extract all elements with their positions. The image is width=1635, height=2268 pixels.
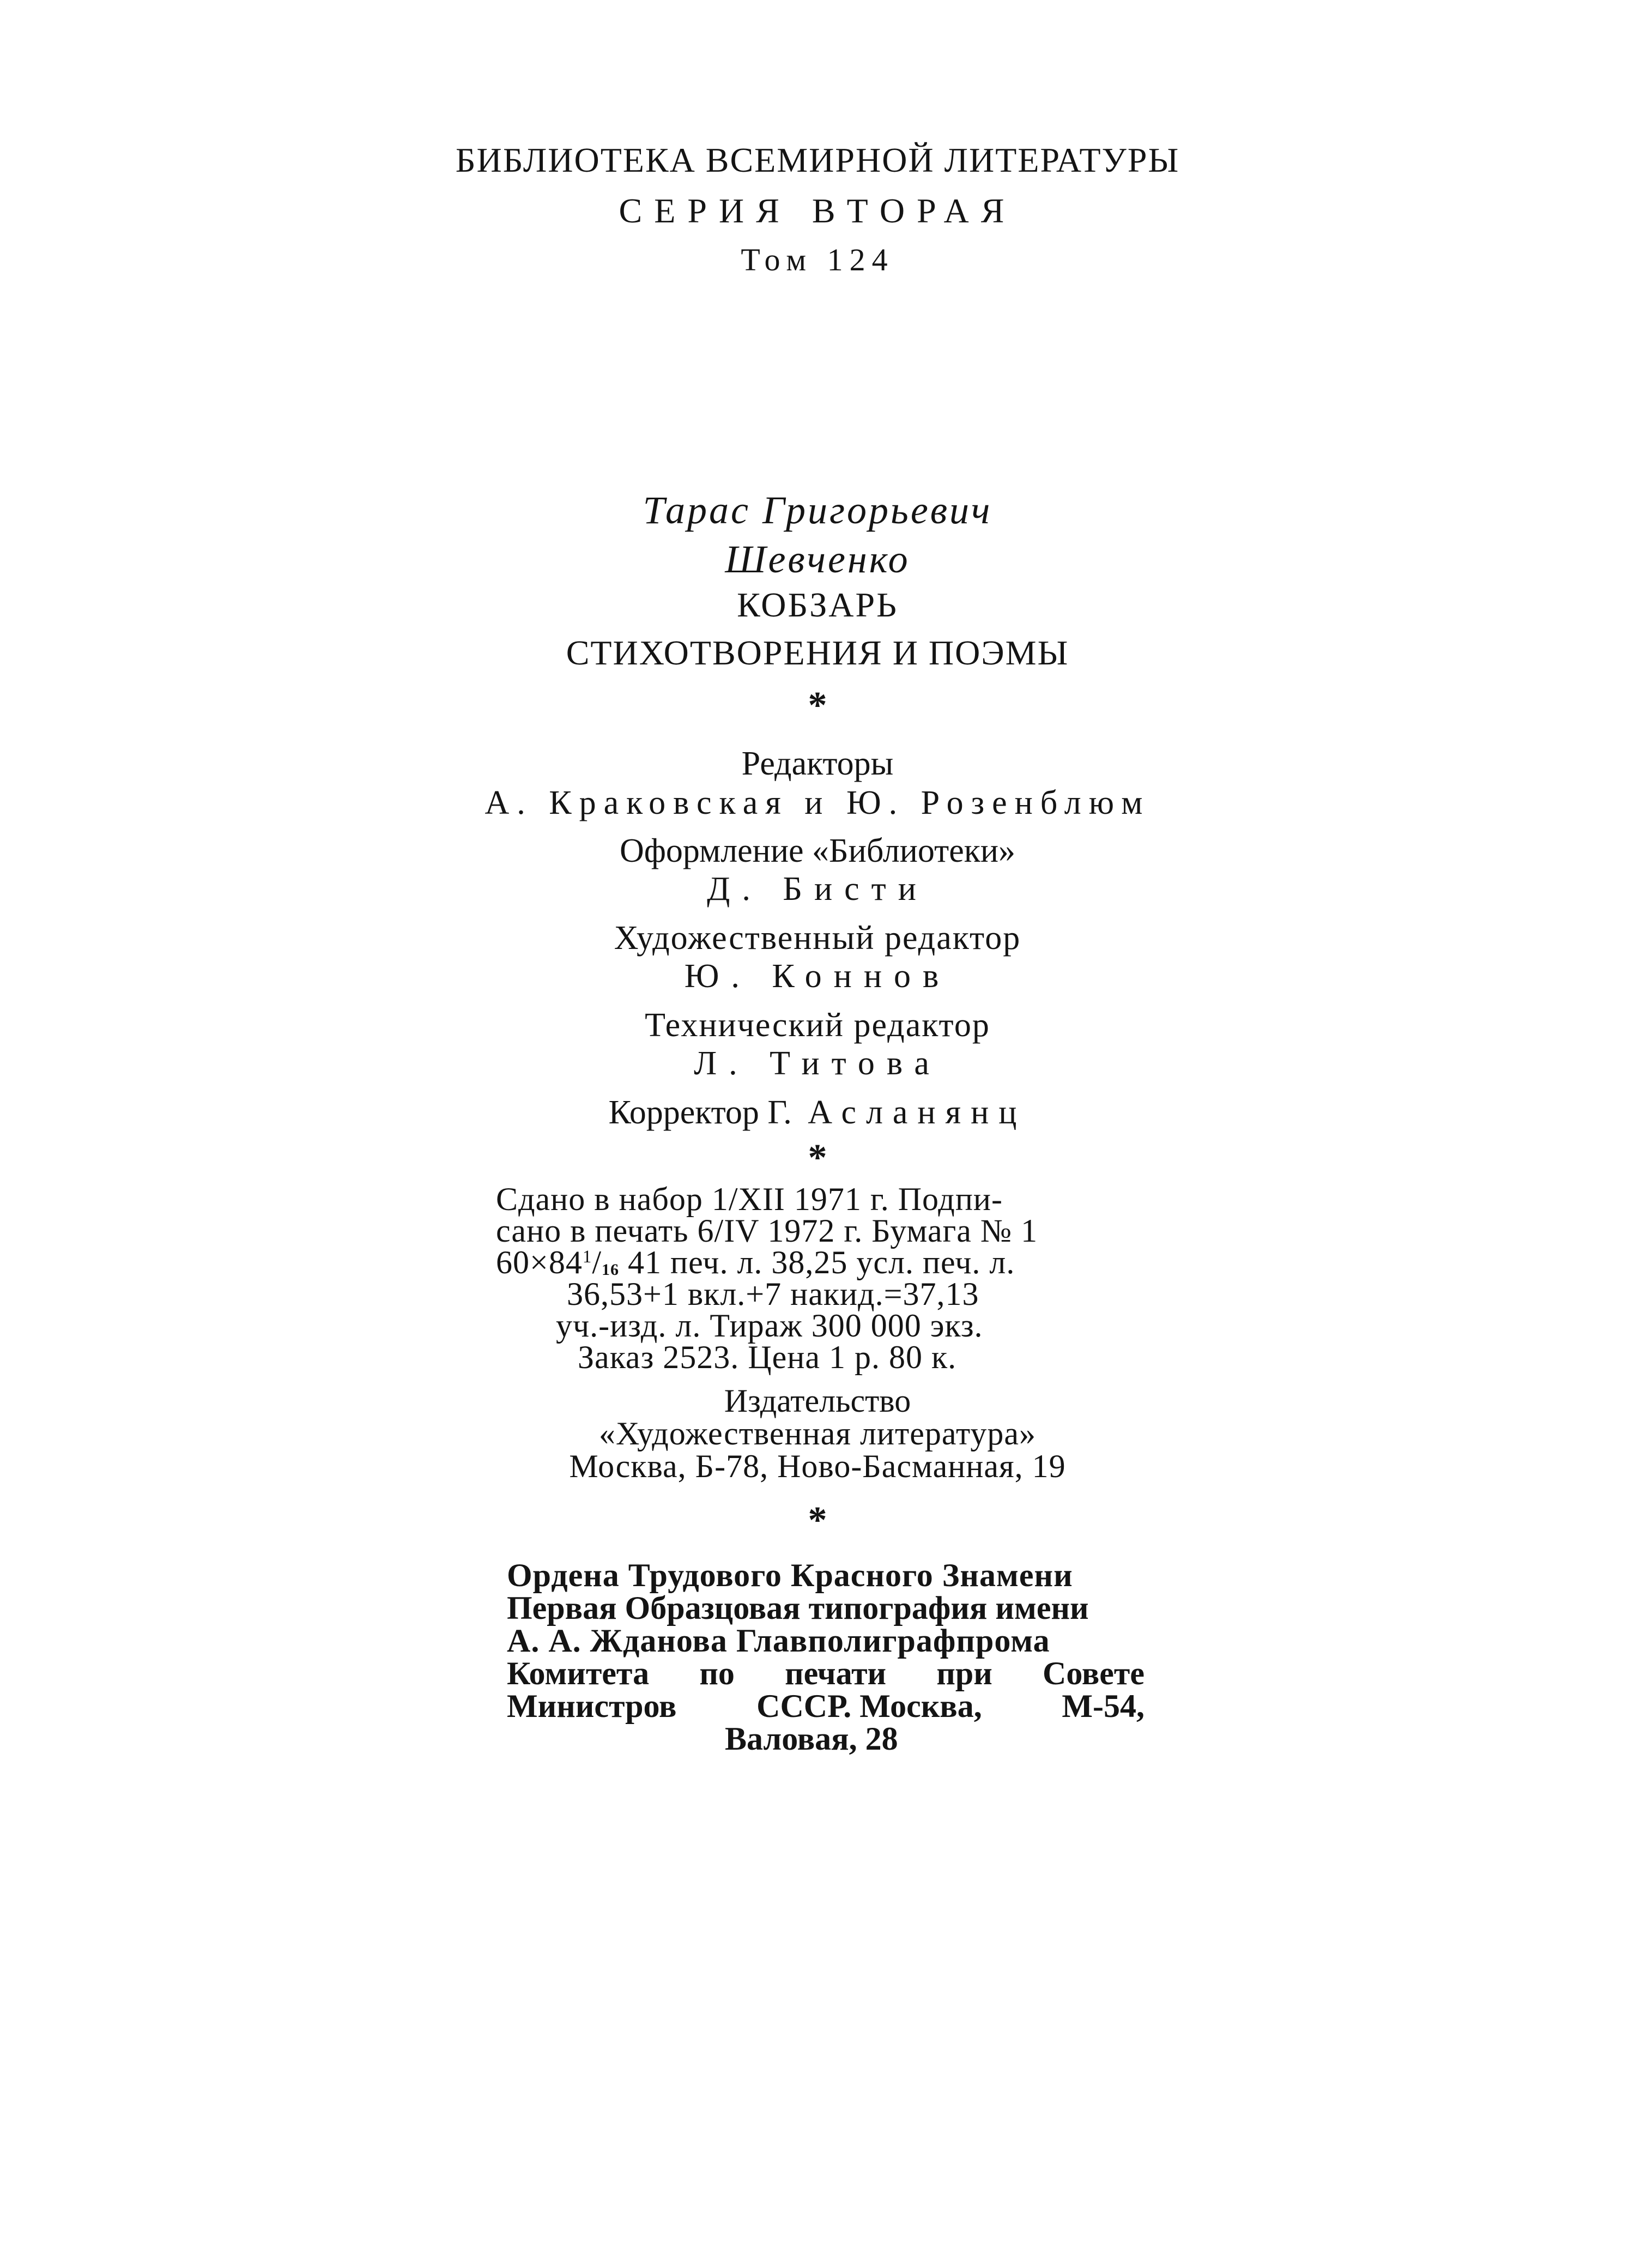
design-name: Д. Бисти	[707, 870, 928, 908]
printer-line-4-word: при	[936, 1655, 992, 1691]
tech-editor-label: Технический редактор	[645, 1007, 990, 1044]
format-prefix: 60×84	[496, 1244, 583, 1280]
printer-line-6: Валовая, 28	[725, 1721, 898, 1757]
printer-line-5-word: Министров	[507, 1688, 677, 1724]
print-data-line-2: сано в печать 6/IV 1972 г. Бумага № 1	[496, 1213, 1038, 1249]
print-data-line-4: 36,53+1 вкл.+7 накид.=37,13	[567, 1276, 979, 1312]
author-first-names: Тарас Григорьевич	[643, 488, 992, 532]
separator-star-3: *	[808, 1499, 827, 1541]
separator-star-2: *	[808, 1137, 827, 1179]
printer-line-1: Ордена Трудового Красного Знамени	[507, 1557, 1073, 1593]
printer-line-4-word: Совете	[1043, 1655, 1144, 1691]
separator-star-1: *	[808, 685, 827, 727]
printer-line-5-word: М-54,	[1062, 1688, 1144, 1724]
printer-line-5	[507, 1690, 1144, 1722]
editors-names: А. Краковская и Ю. Розенблюм	[485, 784, 1150, 821]
tech-editor-name: Л. Титова	[694, 1045, 941, 1082]
printer-line-4-word: Комитета	[507, 1655, 650, 1691]
printer-line-4-word: печати	[785, 1655, 887, 1691]
volume-number: Том 124	[741, 242, 894, 277]
format-slash: /	[592, 1244, 602, 1280]
print-data-line-6: Заказ 2523. Цена 1 р. 80 к.	[578, 1339, 957, 1375]
book-subtitle: СТИХОТВОРЕНИЯ И ПОЭМЫ	[566, 633, 1069, 672]
publisher-address: Москва, Б-78, Ново-Басманная, 19	[569, 1448, 1066, 1484]
printer-line-5-word: СССР. Москва,	[756, 1688, 982, 1724]
print-data-line-5: уч.-изд. л. Тираж 300 000 экз.	[556, 1308, 983, 1344]
series-name: СЕРИЯ ВТОРАЯ	[619, 191, 1016, 230]
printer-line-4-word: по	[699, 1655, 735, 1691]
print-data-line-1: Сдано в набор 1/XII 1971 г. Подпи-	[496, 1181, 1003, 1217]
printer-block	[507, 1559, 1144, 1755]
book-title: КОБЗАРЬ	[737, 585, 898, 624]
format-suffix: 41 печ. л. 38,25 усл. печ. л.	[619, 1244, 1015, 1280]
series-library: БИБЛИОТЕКА ВСЕМИРНОЙ ЛИТЕРАТУРЫ	[455, 141, 1180, 179]
print-data-line-3	[496, 1246, 1038, 1278]
author-surname: Шевченко	[725, 537, 910, 581]
printer-line-2: Первая Образцовая типография имени	[507, 1590, 1089, 1626]
design-label: Оформление «Библиотеки»	[619, 832, 1016, 869]
printer-line-3: А. А. Жданова Главполиграфпрома	[507, 1623, 1050, 1659]
print-data-block	[496, 1181, 1038, 1375]
printer-line-4	[507, 1657, 1144, 1690]
publisher-name: «Художественная литература»	[598, 1416, 1037, 1451]
editors-label: Редакторы	[741, 745, 894, 782]
format-sup: 1	[582, 1247, 592, 1267]
format-sub: 16	[602, 1261, 620, 1279]
art-editor-name: Ю. Коннов	[684, 958, 951, 995]
proofreader-label: Корректор Г.	[608, 1094, 792, 1131]
proofreader	[0, 1096, 1635, 1129]
proofreader-name: Асланянц	[808, 1094, 1027, 1131]
publisher-label: Издательство	[724, 1383, 911, 1419]
art-editor-label: Художественный редактор	[614, 920, 1021, 957]
